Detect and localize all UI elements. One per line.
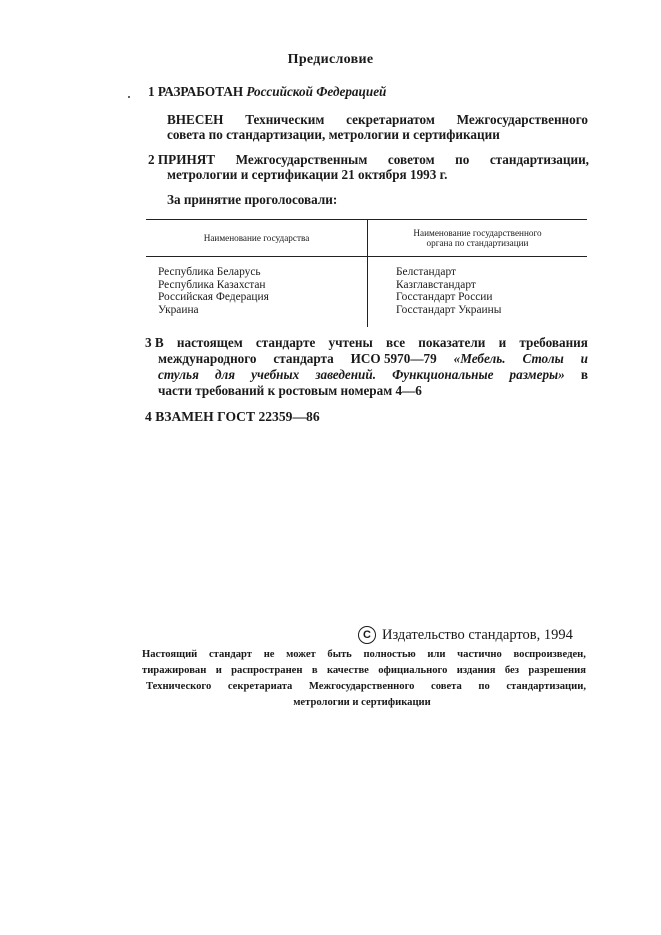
notice-line3	[146, 679, 586, 696]
section-3-word: стулья	[158, 367, 199, 382]
section-4-text: ВЗАМЕН ГОСТ 22359—86	[155, 409, 320, 424]
notice-word: может	[286, 649, 316, 660]
section-3-word: настоящем	[176, 335, 243, 350]
section-3-word: и	[580, 351, 588, 366]
notice-line1	[142, 647, 586, 664]
section-2-line2: метрологии и сертификации 21 октября 1993 г.	[167, 167, 448, 182]
page-title: Предисловие	[287, 52, 374, 67]
notice-line4: метрологии и сертификации	[293, 697, 431, 708]
notice-word: секретариата	[227, 681, 293, 692]
table-header-body-line2: органа по стандартизации	[426, 238, 529, 248]
section-2-word: по	[455, 152, 470, 167]
section-3-word: В	[154, 335, 164, 350]
margin-mark	[128, 96, 130, 98]
voted-label: За принятие проголосовали:	[167, 192, 338, 207]
section-3-line1	[145, 334, 588, 351]
section-3-word: и	[498, 335, 507, 350]
section-3-word: все	[385, 335, 406, 350]
notice-word: без	[504, 665, 519, 676]
table-header-body-line1: Наименование государственного	[413, 228, 542, 238]
notice-word: частично	[457, 649, 502, 660]
copyright-icon: C	[358, 626, 376, 644]
section-3-word: учтены	[328, 335, 373, 350]
introduced-word: Техническим	[245, 112, 325, 127]
notice-word: полностью	[363, 649, 416, 660]
notice-word: стандарт	[208, 649, 253, 660]
notice-word: Межгосударственного	[308, 681, 415, 692]
section-1-introduced-line2: совета по стандартизации, метрологии и сертификации	[167, 127, 500, 142]
section-3-word: «Мебель.	[453, 351, 506, 366]
table-cell-state: Республика Беларусь	[158, 266, 261, 278]
section-3-word: в	[580, 367, 588, 382]
notice-word: и	[215, 665, 222, 676]
section-2-word: советом	[387, 152, 435, 167]
section-2-heading: ПРИНЯТ	[157, 152, 216, 167]
section-3-word: размеры»	[509, 367, 565, 382]
section-4	[145, 408, 320, 425]
table-cell-body: Госстандарт Украины	[396, 303, 502, 316]
introduced-word: секретариатом	[346, 112, 435, 127]
section-3-number: 3	[145, 335, 152, 350]
notice-word: не	[263, 649, 275, 660]
section-4-number: 4	[145, 409, 152, 424]
notice-word: распространен	[231, 665, 303, 676]
section-3-word: показатели	[418, 335, 486, 350]
notice-word: стандартизации,	[506, 681, 586, 692]
introduced-label: ВНЕСЕН	[167, 112, 224, 127]
section-3-word: стандарте	[255, 335, 316, 350]
notice-word: разрешения	[528, 665, 586, 676]
notice-line2	[142, 663, 586, 680]
section-3-number-word	[145, 334, 164, 351]
section-2-word: Межгосударственным	[235, 152, 368, 167]
section-2-number: 2	[148, 152, 155, 167]
section-3-word: требования	[519, 335, 588, 350]
section-3-line3	[158, 366, 588, 383]
table-cell-state: Республика Казахстан	[158, 278, 266, 291]
section-3-word: стандарта	[273, 351, 334, 366]
section-3-word: учебных	[251, 367, 300, 382]
notice-word: по	[478, 681, 490, 692]
section-3-line4: части требований к ростовым номерам 4—6	[158, 383, 422, 398]
notice-word: Настоящий	[142, 649, 198, 660]
introduced-word: Межгосударственного	[456, 112, 588, 127]
section-3-word: Функциональные	[392, 367, 494, 382]
section-3-line2	[158, 350, 588, 367]
notice-word: в	[311, 665, 318, 676]
notice-word: издания	[456, 665, 496, 676]
section-3-word: Столы	[522, 351, 564, 366]
notice-word: тиражирован	[142, 665, 207, 676]
section-2-word: стандартизации,	[489, 152, 589, 167]
table-header-rule	[146, 256, 587, 257]
section-3-word: международного	[158, 351, 257, 366]
notice-word: официального	[378, 665, 448, 676]
section-1-heading	[148, 83, 386, 100]
notice-word: или	[427, 649, 446, 660]
section-1-heading-rest: Российской Федерацией	[246, 84, 387, 99]
section-3-word: для	[214, 367, 236, 382]
notice-word: качестве	[326, 665, 369, 676]
notice-word: совета	[431, 681, 462, 692]
table-cell-body: Казглавстандарт	[396, 278, 476, 291]
table-cell-body: Госстандарт России	[396, 291, 493, 304]
section-3-word: ИСО 5970—79	[350, 351, 437, 366]
section-1-number: 1	[148, 84, 155, 99]
section-3-word: заведений.	[315, 367, 377, 382]
notice-word: быть	[327, 649, 352, 660]
copyright-line	[358, 626, 573, 644]
notice-word: воспроизведен,	[513, 649, 586, 660]
notice-word: Технического	[146, 681, 212, 692]
table-header-state: Наименование государства	[203, 233, 310, 243]
table-cell-body: Белстандарт	[396, 266, 456, 278]
table-cell-state: Российская Федерация	[158, 291, 269, 304]
section-1-heading-label: РАЗРАБОТАН	[157, 84, 244, 99]
table-cell-state: Украина	[158, 303, 199, 316]
copyright-text: Издательство стандартов, 1994	[382, 626, 573, 643]
